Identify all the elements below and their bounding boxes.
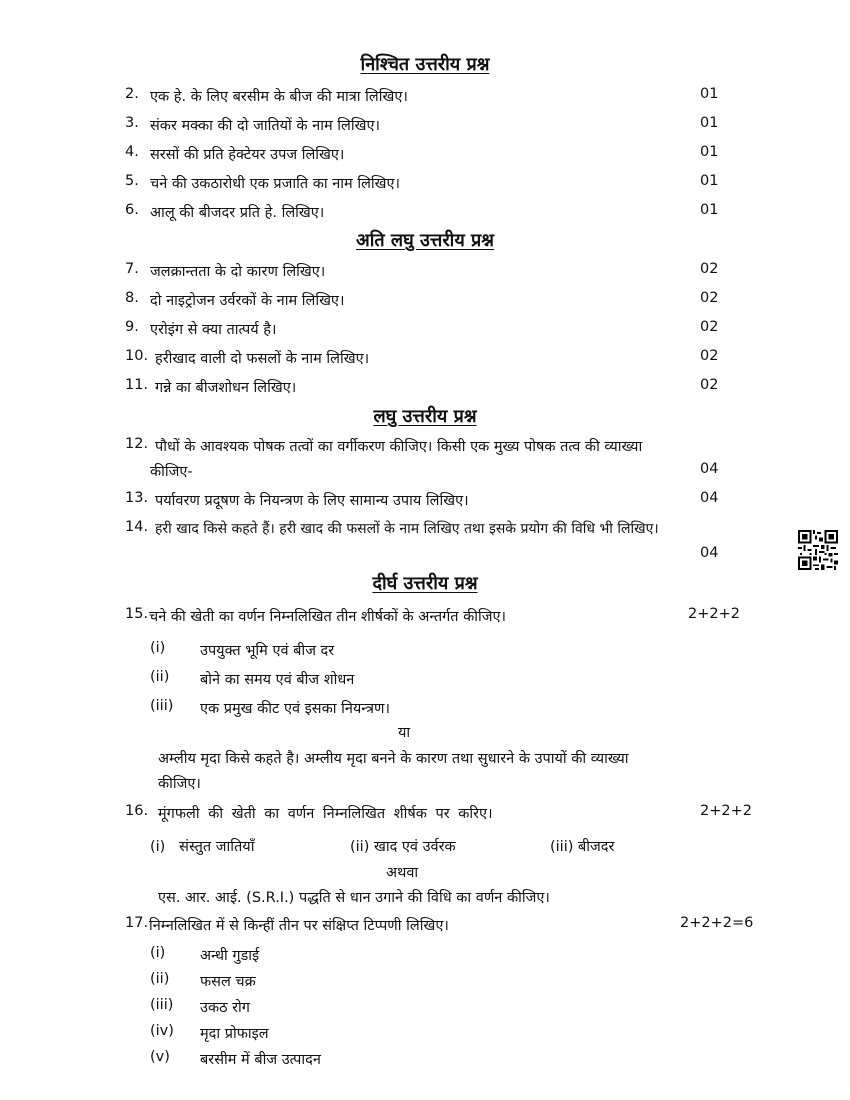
or-separator: अथवा (386, 865, 419, 881)
question-marks: 02 (700, 261, 719, 277)
question-text: हरी खाद किसे कहते हैं। हरी खाद की फसलों के नाम लिखिए तथा इसके प्रयोग की विधि भी लिखिए। (155, 521, 659, 537)
sub-item-label: (v) (150, 1049, 170, 1065)
question-number: 10. (125, 348, 149, 364)
sub-item: (ii) खाद एवं उर्वरक (350, 839, 456, 855)
question-text: एरोइंग से क्या तात्पर्य है। (150, 322, 277, 338)
question-text: पौधों के आवश्यक पोषक तत्वों का वर्गीकरण कीजिए। किसी एक मुख्य पोषक तत्व की व्याख्या (155, 439, 643, 455)
section-heading-very-short: अति लघु उत्तरीय प्रश्न (355, 230, 495, 251)
section-heading-objective: निश्चित उत्तरीय प्रश्न (360, 54, 490, 75)
sub-item-label: (i) (150, 640, 166, 656)
question-number: 12. (125, 436, 149, 452)
sub-item-label: (ii) (150, 669, 170, 685)
question-marks: 2+2+2 (700, 803, 752, 819)
question-text: चने की उकठारोधी एक प्रजाति का नाम लिखिए। (150, 176, 401, 192)
sub-item-text: उपयुक्त भूमि एवं बीज दर (200, 643, 335, 659)
question-marks: 02 (700, 348, 719, 364)
question-marks: 02 (700, 319, 719, 335)
question-number: 4. (125, 144, 139, 160)
question-number: 6. (125, 202, 139, 218)
sub-item-label: (iii) (150, 997, 174, 1013)
alternative-question-text: एस. आर. आई. (S.R.I.) पद्धति से धान उगाने की विधि का वर्णन कीजिए। (158, 890, 550, 906)
sub-item-text: बरसीम में बीज उत्पादन (200, 1052, 321, 1068)
question-text: आलू की बीजदर प्रति हे. लिखिए। (150, 205, 325, 221)
sub-item: (iii) बीजदर (550, 839, 615, 855)
sub-item-label: (iv) (150, 1023, 174, 1039)
alternative-question-text: अम्लीय मृदा किसे कहते है। अम्लीय मृदा बनने के कारण तथा सुधारने के उपायों की व्याख्या (158, 751, 629, 767)
sub-item-text: अन्धी गुडाई (200, 948, 260, 964)
question-marks: 02 (700, 290, 719, 306)
question-number: 9. (125, 319, 139, 335)
question-number: 15. (125, 606, 149, 622)
question-marks: 01 (700, 173, 719, 189)
question-text: निम्नलिखित में से किन्हीं तीन पर संक्षिप्त टिप्पणी लिखिए। (149, 918, 449, 934)
sub-item-text: मृदा प्रोफाइल (200, 1026, 269, 1042)
question-text: मूंगफली की खेती का वर्णन निम्नलिखित शीर्षक पर करिए। (158, 806, 493, 822)
sub-item-label: (ii) (150, 971, 170, 987)
question-number: 2. (125, 86, 139, 102)
question-number: 17. (125, 915, 149, 931)
question-text-continued: कीजिए- (150, 464, 193, 480)
question-text: एक हे. के लिए बरसीम के बीज की मात्रा लिखिए। (150, 89, 408, 105)
question-text: दो नाइट्रोजन उर्वरकों के नाम लिखिए। (150, 293, 345, 309)
question-number: 7. (125, 261, 139, 277)
question-marks: 01 (700, 202, 719, 218)
question-text: सरसों की प्रति हेक्टेयर उपज लिखिए। (150, 147, 345, 163)
sub-item-text: फसल चक्र (200, 974, 256, 990)
question-marks: 2+2+2=6 (680, 915, 754, 931)
question-text: पर्यावरण प्रदूषण के नियन्त्रण के लिए सामान्य उपाय लिखिए। (155, 493, 469, 509)
section-heading-short: लघु उत्तरीय प्रश्न (373, 406, 477, 427)
question-number: 8. (125, 290, 139, 306)
sub-item-text: उकठ रोग (200, 1000, 250, 1016)
question-number: 11. (125, 377, 149, 393)
qr-code-icon (798, 530, 838, 570)
question-marks: 04 (700, 545, 719, 561)
sub-item: (i) संस्तुत जातियाँ (150, 839, 255, 855)
question-text: चने की खेती का वर्णन निम्नलिखित तीन शीर्षकों के अन्तर्गत कीजिए। (149, 609, 507, 625)
question-number: 13. (125, 490, 149, 506)
alternative-question-text-continued: कीजिए। (158, 776, 201, 792)
section-heading-long: दीर्घ उत्तरीय प्रश्न (372, 573, 478, 594)
question-text: हरीखाद वाली दो फसलों के नाम लिखिए। (155, 351, 370, 367)
question-number: 5. (125, 173, 139, 189)
question-text: संकर मक्का की दो जातियों के नाम लिखिए। (150, 118, 380, 134)
question-marks: 02 (700, 377, 719, 393)
sub-item-label: (i) (150, 945, 166, 961)
sub-item-text: एक प्रमुख कीट एवं इसका नियन्त्रण। (200, 701, 390, 717)
question-marks: 01 (700, 115, 719, 131)
question-text: जलक्रान्तता के दो कारण लिखिए। (150, 264, 326, 280)
question-marks: 01 (700, 86, 719, 102)
or-separator: या (398, 725, 411, 741)
question-marks: 04 (700, 490, 719, 506)
sub-item-text: बोने का समय एवं बीज शोधन (200, 672, 355, 688)
question-number: 14. (125, 519, 149, 535)
question-text: गन्ने का बीजशोधन लिखिए। (155, 380, 297, 396)
question-number: 16. (125, 803, 149, 819)
question-marks: 2+2+2 (688, 606, 740, 622)
sub-item-label: (iii) (150, 698, 174, 714)
question-number: 3. (125, 115, 139, 131)
question-marks: 01 (700, 144, 719, 160)
question-marks: 04 (700, 461, 719, 477)
